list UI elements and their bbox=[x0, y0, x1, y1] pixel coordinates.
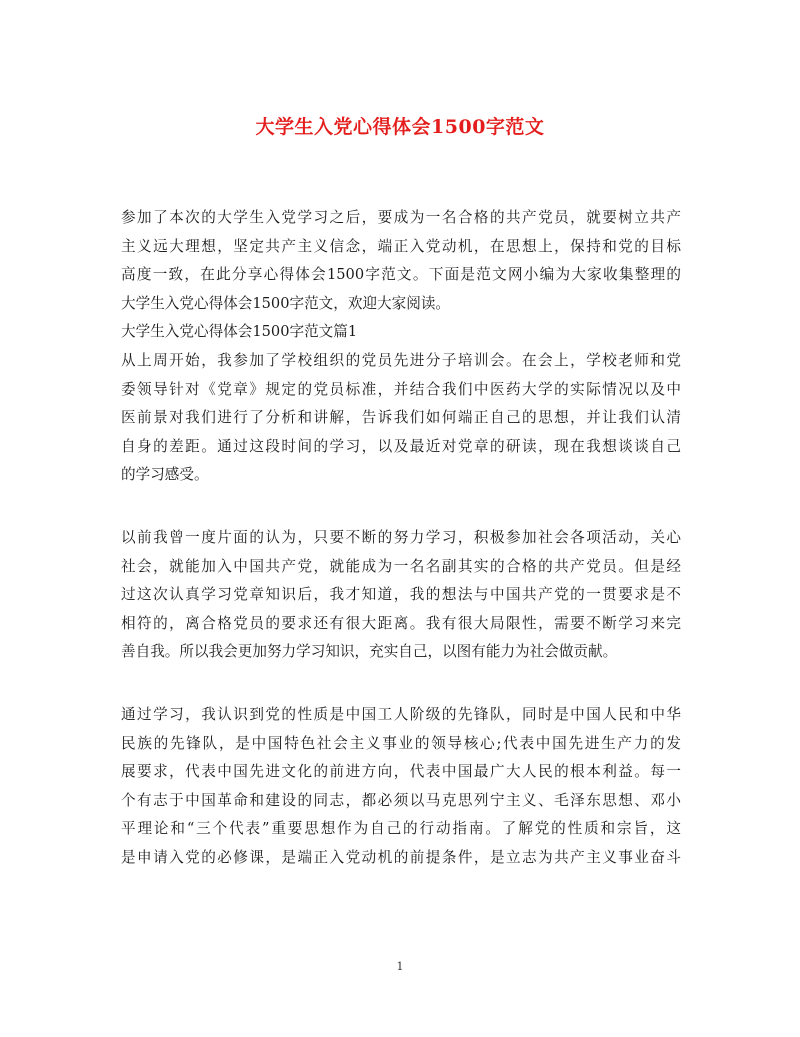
text-line: 参加了本次的大学生入党学习之后，要成为一名合格的共产党员，就要树立共产 bbox=[121, 209, 681, 226]
document-title: 大学生入党心得体会1500字范文 bbox=[255, 116, 545, 138]
text-line: 大学生入党心得体会1500字范文，欢迎大家阅读。 bbox=[121, 294, 451, 312]
text-line: 展要求，代表中国先进文化的前进方向，代表中国最广大人民的根本利益。每一 bbox=[121, 763, 681, 781]
text-line: 主义远大理想，坚定共产主义信念，端正入党动机，在思想上，保持和党的目标 bbox=[121, 237, 681, 255]
text-line: 善自我。所以我会更加努力学习知识，充实自己，以图有能力为社会做贡献。 bbox=[121, 643, 618, 661]
paragraph-gap bbox=[121, 667, 681, 701]
text-line: 平理论和“三个代表”重要思想作为自己的行动指南。了解党的性质和宗旨，这 bbox=[121, 820, 681, 838]
paragraph-intro bbox=[121, 204, 681, 318]
page-number: 1 bbox=[396, 960, 404, 973]
document-body bbox=[121, 204, 681, 872]
text-line: 民族的先锋队，是中国特色社会主义事业的领导核心;代表中国先进生产力的发 bbox=[121, 734, 681, 752]
paragraph bbox=[121, 524, 681, 667]
paragraph bbox=[121, 701, 681, 873]
text-line: 社会，就能加入中国共产党，就能成为一名名副其实的合格的共产党员。但是经 bbox=[121, 557, 681, 575]
text-line: 通过学习，我认识到党的性质是中国工人阶级的先锋队，同时是中国人民和中华 bbox=[121, 705, 681, 723]
section-heading bbox=[121, 318, 681, 347]
text-line: 医前景对我们进行了分析和讲解，告诉我们如何端正自己的思想，并让我们认清 bbox=[121, 409, 681, 427]
text-line: 高度一致，在此分享心得体会1500字范文。下面是范文网小编为大家收集整理的 bbox=[121, 266, 681, 284]
text-line: 大学生入党心得体会1500字范文篇1 bbox=[121, 323, 358, 341]
text-line: 以前我曾一度片面的认为，只要不断的努力学习，积极参加社会各项活动，关心 bbox=[121, 528, 681, 546]
text-line: 委领导针对《党章》规定的党员标准，并结合我们中医药大学的实际情况以及中 bbox=[121, 380, 681, 398]
paragraph bbox=[121, 347, 681, 490]
text-line: 相符的，离合格党员的要求还有很大距离。我有很大局限性，需要不断学习来完 bbox=[121, 614, 681, 632]
text-line: 是申请入党的必修课，是端正入党动机的前提条件，是立志为共产主义事业奋斗 bbox=[121, 848, 681, 866]
text-line: 个有志于中国革命和建设的同志，都必须以马克思列宁主义、毛泽东思想、邓小 bbox=[121, 791, 681, 809]
text-line: 从上周开始，我参加了学校组织的党员先进分子培训会。在会上，学校老师和党 bbox=[121, 351, 681, 369]
paragraph-gap bbox=[121, 490, 681, 524]
text-line: 自身的差距。通过这段时间的学习，以及最近对党章的研读，现在我想谈谈自己 bbox=[121, 437, 681, 455]
text-line: 的学习感受。 bbox=[121, 466, 209, 484]
text-line: 过这次认真学习党章知识后，我才知道，我的想法与中国共产党的一贯要求是不 bbox=[121, 586, 681, 604]
